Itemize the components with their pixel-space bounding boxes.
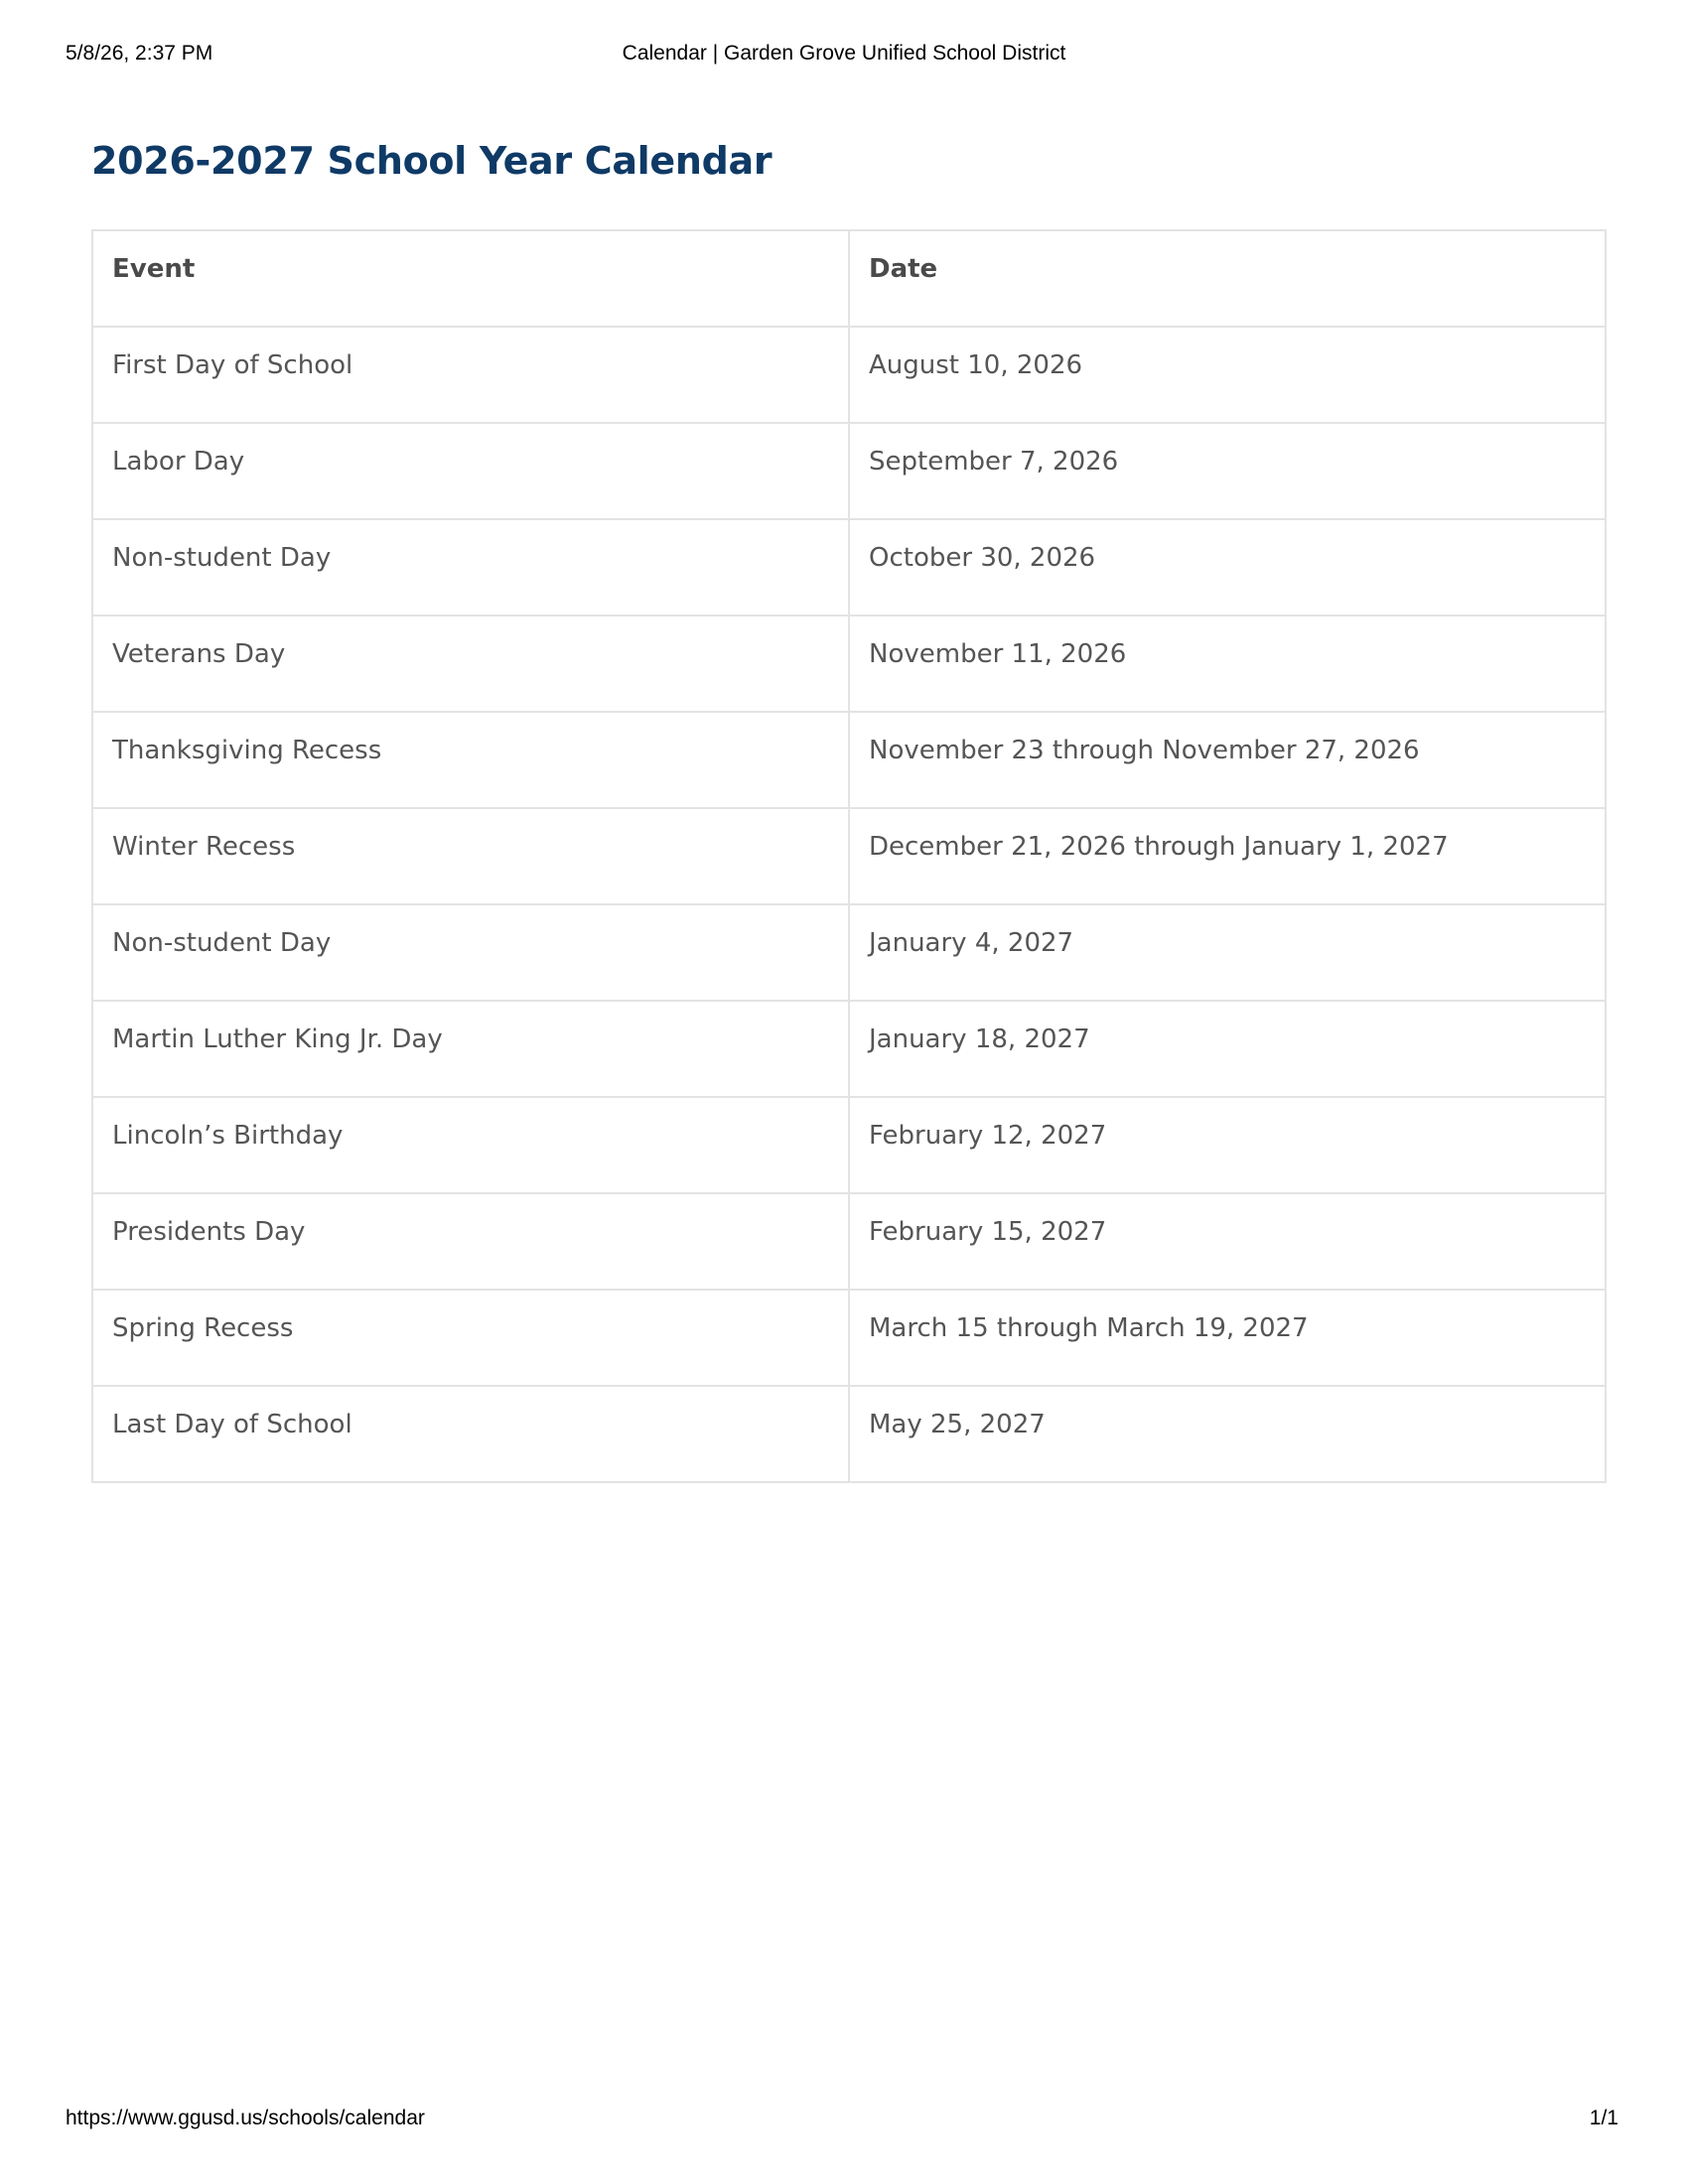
column-header-date: Date <box>849 230 1606 327</box>
page-title: 2026-2027 School Year Calendar <box>91 139 773 183</box>
print-datetime: 5/8/26, 2:37 PM <box>66 42 213 65</box>
date-cell: August 10, 2026 <box>849 327 1606 423</box>
date-cell: November 23 through November 27, 2026 <box>849 712 1606 808</box>
event-cell: Presidents Day <box>92 1193 849 1290</box>
event-cell: Winter Recess <box>92 808 849 904</box>
table-row <box>92 1193 1606 1290</box>
date-cell: October 30, 2026 <box>849 519 1606 615</box>
date-cell: January 4, 2027 <box>849 904 1606 1001</box>
event-cell: Non-student Day <box>92 904 849 1001</box>
table-row <box>92 423 1606 519</box>
table-row <box>92 904 1606 1001</box>
date-cell: September 7, 2026 <box>849 423 1606 519</box>
event-cell: Non-student Day <box>92 519 849 615</box>
date-cell: February 12, 2027 <box>849 1097 1606 1193</box>
column-header-event: Event <box>92 230 849 327</box>
date-cell: March 15 through March 19, 2027 <box>849 1290 1606 1386</box>
event-cell: Last Day of School <box>92 1386 849 1482</box>
table-row <box>92 615 1606 712</box>
table-row <box>92 519 1606 615</box>
event-cell: First Day of School <box>92 327 849 423</box>
table-row <box>92 1290 1606 1386</box>
date-cell: May 25, 2027 <box>849 1386 1606 1482</box>
table-header-row <box>92 230 1606 327</box>
print-footer <box>66 2107 1622 2136</box>
print-page-title: Calendar | Garden Grove Unified School District <box>622 42 1066 65</box>
event-cell: Veterans Day <box>92 615 849 712</box>
event-cell: Martin Luther King Jr. Day <box>92 1001 849 1097</box>
event-cell: Thanksgiving Recess <box>92 712 849 808</box>
event-cell: Labor Day <box>92 423 849 519</box>
table-row <box>92 808 1606 904</box>
table-row <box>92 1001 1606 1097</box>
table-row <box>92 1097 1606 1193</box>
date-cell: February 15, 2027 <box>849 1193 1606 1290</box>
table-row <box>92 327 1606 423</box>
print-header <box>66 42 1622 71</box>
print-url: https://www.ggusd.us/schools/calendar <box>66 2107 425 2129</box>
table-row <box>92 1386 1606 1482</box>
date-cell: December 21, 2026 through January 1, 2027 <box>849 808 1606 904</box>
event-cell: Spring Recess <box>92 1290 849 1386</box>
print-page-number: 1/1 <box>1589 2107 1618 2129</box>
table-row <box>92 712 1606 808</box>
date-cell: January 18, 2027 <box>849 1001 1606 1097</box>
event-cell: Lincoln’s Birthday <box>92 1097 849 1193</box>
date-cell: November 11, 2026 <box>849 615 1606 712</box>
calendar-table <box>91 229 1607 1483</box>
